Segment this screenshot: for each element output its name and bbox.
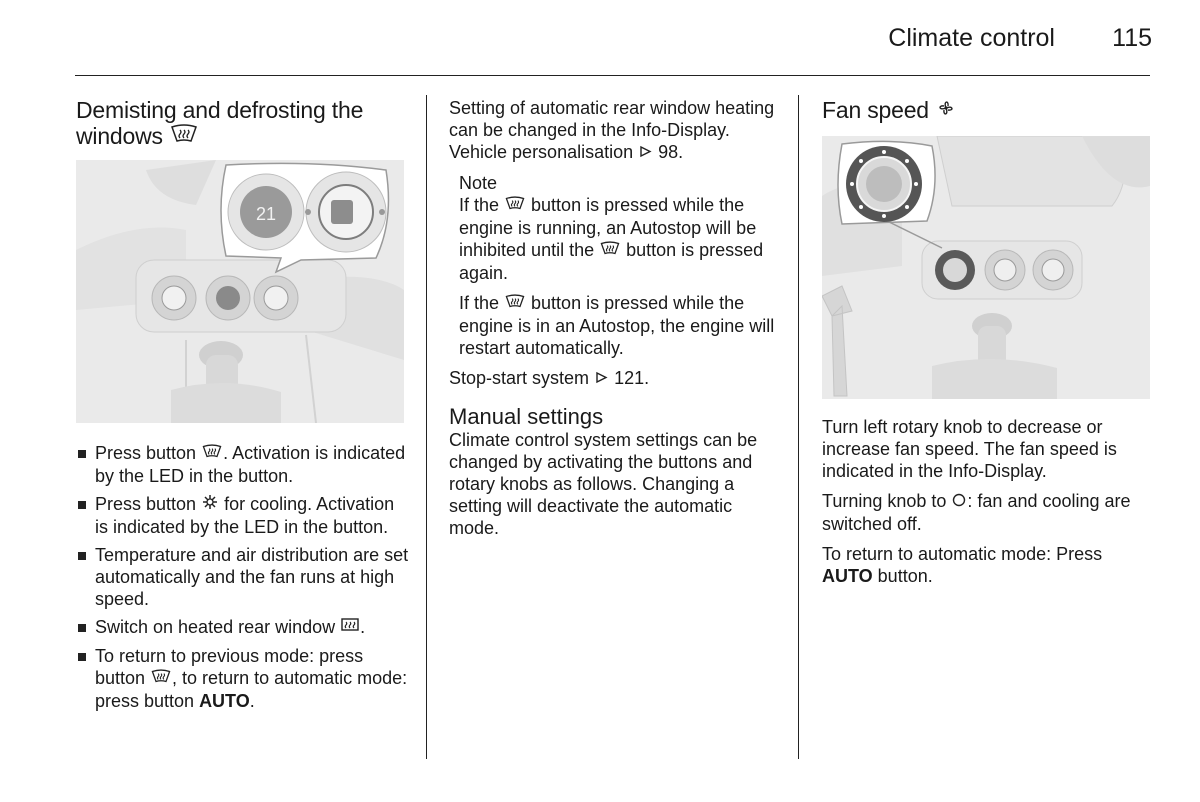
note-box [449,172,784,359]
list-item: Press button for cooling. Activation is indicated by the LED in the button. [76,493,411,538]
cooling-icon [201,494,219,516]
list-item: Press button . Activation is indicated by the LED in the button. [76,442,411,487]
auto-mode-paragraph: To return to automatic mode: Press AUTO button. [822,544,1103,586]
figure-temperature-readout: 21 [255,204,277,224]
column-divider-2 [798,95,799,759]
section-heading-manual-settings: Manual settings [449,404,604,429]
list-item: To return to previous mode: press button , to return to automatic mode: press button AUTO. [76,645,411,712]
header-rule [75,75,1150,76]
left-bullets [76,442,411,718]
column-divider-1 [426,95,427,759]
note-paragraph-1: If the button is pressed while the engine is running, an Autostop will be inhibited until the button is pressed again. [459,195,764,283]
manual-settings-paragraph: Climate control system settings can be changed by activating the buttons and rotary knobs as follows. Changing a setting will deactivate the automatic mode. [449,430,758,538]
section-heading-demisting [76,97,411,152]
windscreen-defrost-icon [201,443,223,465]
cross-reference-arrow-icon [594,368,609,390]
windscreen-defrost-icon [150,668,172,690]
windscreen-defrost-icon [169,124,199,152]
page-number: 115 [1112,24,1152,52]
note-heading: Note [459,173,498,193]
figure-fan-knob [822,136,1150,399]
fan-off-paragraph: Turning knob to : fan and cooling are switched off. [822,491,1131,534]
windscreen-defrost-icon [504,293,526,315]
windscreen-defrost-icon [599,240,621,262]
note-paragraph-2: If the button is pressed while the engine is in an Autostop, the engine will restart automatically. [459,293,775,358]
list-item: Switch on heated rear window . [76,616,411,639]
left-column [76,97,411,152]
off-circle-icon [951,491,967,513]
stop-start-reference: Stop-start system 121. [449,368,650,388]
running-header-title: Climate control [888,24,1055,52]
list-item: Temperature and air distribution are set automatically and the fan runs at high speed. [76,544,411,610]
section-heading-text: Demisting and defrosting the windows [76,97,364,149]
figure-defrost-controls [76,160,404,423]
right-column-text [822,416,1157,595]
section-heading-fan-speed [822,97,1157,126]
section-heading-text: Fan speed [822,97,929,123]
cross-reference-arrow-icon [638,142,653,164]
middle-column [449,97,784,547]
windscreen-defrost-icon [504,195,526,217]
fan-icon [935,98,957,126]
right-column-heading [822,97,1157,126]
fan-speed-paragraph: Turn left rotary knob to decrease or increase fan speed. The fan speed is indicated in the Info-Display. [822,417,1117,481]
rear-window-heating-icon [340,617,360,639]
rear-window-heating-paragraph: Setting of automatic rear window heating can be changed in the Info-Display. Vehicle personalisation 98. [449,98,775,162]
